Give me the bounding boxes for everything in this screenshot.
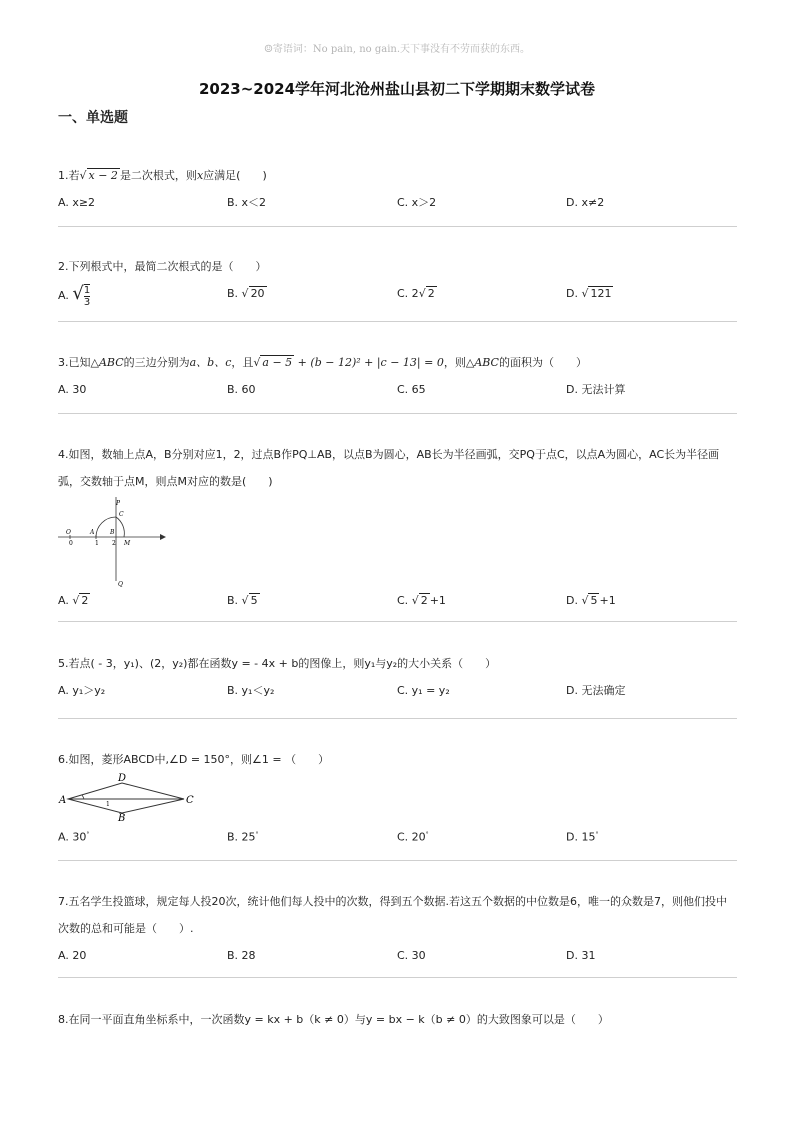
question-5-options: [58, 677, 738, 697]
degree-mark: °: [595, 831, 599, 838]
question-2-options: [58, 280, 738, 310]
question-1-options: [58, 189, 738, 209]
fraction: [84, 284, 90, 308]
question-1: [58, 162, 738, 209]
option-text: B. 25: [227, 830, 256, 844]
rhombus-figure: [58, 773, 198, 821]
radicand: 5: [250, 594, 258, 607]
question-4-stem-line-1: 4.如图，数轴上点A，B分别对应1，2，过点B作PQ⊥AB，以点B为圆心，AB长为半径画弧，交PQ于点C，以点A为圆心，AC长为半径画: [58, 448, 720, 461]
divider: [58, 321, 737, 322]
sqrt-symbol: √: [241, 287, 249, 300]
option-text: D. 15: [566, 830, 596, 844]
option-c[interactable]: [397, 821, 429, 851]
option-c[interactable]: C. x＞2: [397, 196, 437, 209]
option-b[interactable]: [227, 821, 259, 851]
sqrt-symbol: √: [581, 287, 589, 300]
question-3-text: 的面积为（ ）: [498, 356, 587, 369]
option-label: D.: [566, 594, 578, 607]
option-d[interactable]: D. 无法计算: [566, 383, 626, 396]
label-a: A: [90, 529, 95, 536]
option-d[interactable]: D. 无法确定: [566, 684, 626, 697]
axis-arrow: [160, 534, 166, 540]
radicand: 2: [81, 594, 89, 607]
vertex-a: A: [59, 795, 67, 806]
question-1-text: 1.若: [58, 169, 80, 182]
question-8: [58, 1006, 738, 1033]
question-7-stem-line-1: 7.五名学生投篮球，规定每人投20次，统计他们每人投中的次数，得到五个数据.若这五个数据的中位数是6，唯一的众数是7，则他们投中: [58, 895, 727, 908]
radicand: 2: [420, 594, 428, 607]
triangle-name: ABC: [474, 356, 499, 369]
rhombus-abcd: [68, 783, 184, 813]
divider: [58, 718, 737, 719]
radicand: 121: [590, 287, 612, 300]
numerator: 1: [83, 285, 91, 296]
sqrt-symbol: √: [241, 594, 249, 607]
sqrt-symbol: √: [72, 283, 84, 304]
option-d[interactable]: [566, 587, 616, 614]
question-8-stem: 8.在同一平面直角坐标系中，一次函数y = kx + b（k ≠ 0）与y = bx − k（b ≠ 0）的大致图象可以是（ ）: [58, 1013, 609, 1026]
option-label: A.: [58, 594, 69, 607]
question-5: [58, 650, 738, 697]
option-a[interactable]: A. y₁＞y₂: [58, 684, 106, 697]
option-b[interactable]: [227, 280, 267, 307]
divider: [58, 226, 737, 227]
question-3-options: [58, 376, 738, 396]
option-text: C. 20: [397, 830, 426, 844]
question-3-text: 3.已知△: [58, 356, 99, 369]
variable: x: [196, 169, 204, 182]
sqrt-symbol: √: [72, 594, 80, 607]
question-1-text: 应满足( ): [203, 169, 267, 182]
question-4-options: [58, 587, 738, 607]
option-tail: +1: [429, 594, 446, 607]
angle-1-arc: [82, 795, 84, 799]
label-b: B: [110, 529, 115, 536]
question-2-stem: 2.下列根式中，最简二次根式的是（ ）: [58, 260, 267, 273]
question-3-text: ，则△: [443, 356, 475, 369]
sqrt-symbol: √: [253, 356, 261, 369]
arc-from-a: [116, 517, 124, 537]
question-1-stem: [58, 162, 738, 189]
question-6-options: [58, 821, 738, 844]
radicand: 5: [590, 594, 598, 607]
label-p: P: [116, 500, 121, 507]
label-c: C: [119, 511, 124, 518]
vertex-b: B: [118, 813, 126, 821]
question-6-stem: 6.如图，菱形ABCD中,∠D = 150°，则∠1 = （ ）: [58, 753, 330, 766]
denominator: 3: [83, 297, 91, 308]
radicand: x − 2: [88, 169, 118, 182]
tick-label-2: 2: [112, 540, 116, 547]
radicand: 20: [250, 287, 265, 300]
label-o: O: [66, 529, 71, 536]
option-c[interactable]: [397, 587, 446, 614]
option-tail: +1: [599, 594, 616, 607]
sqrt-symbol: √: [79, 169, 87, 182]
section-heading: 一、单选题: [58, 110, 128, 126]
tick-label-0: 0: [69, 540, 73, 547]
option-c[interactable]: C. 65: [397, 383, 426, 396]
question-7: [58, 888, 738, 962]
option-d[interactable]: D. 31: [566, 949, 596, 962]
option-a[interactable]: [58, 280, 90, 309]
divider: [58, 860, 737, 861]
option-text: A. 30: [58, 830, 87, 844]
option-label: B.: [227, 287, 239, 300]
number-line-figure: [58, 495, 168, 587]
question-3-stem: [58, 349, 738, 376]
question-3: [58, 349, 738, 396]
question-1-text: 是二次根式，则: [119, 169, 197, 182]
vertex-c: C: [186, 795, 194, 806]
question-3-text: 的三边分别为: [123, 356, 190, 369]
question-5-stem: 5.若点( - 3，y₁)、(2，y₂)都在函数y = - 4x + b的图像上，则y₁与y₂的大小关系（ ）: [58, 657, 497, 670]
sqrt-symbol: √: [581, 594, 589, 607]
question-4: [58, 441, 738, 607]
option-a[interactable]: A. x≥2: [58, 196, 96, 209]
equation: + (b − 12)² + |c − 13| = 0: [294, 356, 444, 369]
option-label: C. 2: [397, 287, 419, 300]
degree-mark: °: [86, 831, 90, 838]
option-d[interactable]: [566, 280, 613, 307]
page-title: 2023~2024学年河北沧州盐山县初二下学期期末数学试卷: [198, 80, 596, 98]
label-m: M: [124, 540, 131, 547]
option-label: C.: [397, 594, 409, 607]
option-c[interactable]: C. 30: [397, 949, 426, 962]
option-b[interactable]: B. 28: [227, 949, 256, 962]
question-6: [58, 746, 738, 844]
angle-1-label: 1: [106, 801, 110, 808]
divider: [58, 977, 737, 978]
option-b[interactable]: [227, 587, 260, 614]
degree-mark: °: [255, 831, 259, 838]
header-motto: ☺寄语词：No pain, no gain.天下事没有不劳而获的东西。: [263, 44, 531, 55]
option-d[interactable]: D. x≠2: [566, 196, 605, 209]
option-c[interactable]: C. y₁ = y₂: [397, 684, 450, 697]
option-c[interactable]: [397, 280, 437, 307]
triangle-name: ABC: [98, 356, 124, 369]
variables: a、b、c: [189, 356, 232, 369]
sqrt-symbol: √: [418, 287, 426, 300]
tick-label-1: 1: [95, 540, 99, 547]
question-4-stem-line-2: 弧，交数轴于点M，则点M对应的数是( ): [58, 475, 273, 488]
divider: [58, 413, 737, 414]
option-a[interactable]: A. 20: [58, 949, 87, 962]
option-a[interactable]: [58, 821, 89, 851]
vertex-d: D: [118, 773, 127, 784]
option-a[interactable]: [58, 587, 90, 614]
option-a[interactable]: A. 30: [58, 383, 87, 396]
question-7-options: [58, 942, 738, 962]
radicand: a − 5: [262, 356, 293, 369]
option-label: D.: [566, 287, 578, 300]
question-2: [58, 253, 738, 310]
option-b[interactable]: B. 60: [227, 383, 256, 396]
label-q: Q: [118, 581, 123, 587]
degree-mark: °: [425, 831, 429, 838]
radicand: 2: [427, 287, 435, 300]
question-3-text: ，且: [231, 356, 254, 369]
question-7-stem-line-2: 次数的总和可能是（ ）.: [58, 922, 194, 935]
option-label: A.: [58, 289, 69, 302]
sqrt-symbol: √: [411, 594, 419, 607]
option-label: B.: [227, 594, 239, 607]
option-d[interactable]: [566, 821, 598, 851]
option-b[interactable]: B. x＜2: [227, 196, 267, 209]
divider: [58, 621, 737, 622]
option-b[interactable]: B. y₁＜y₂: [227, 684, 275, 697]
